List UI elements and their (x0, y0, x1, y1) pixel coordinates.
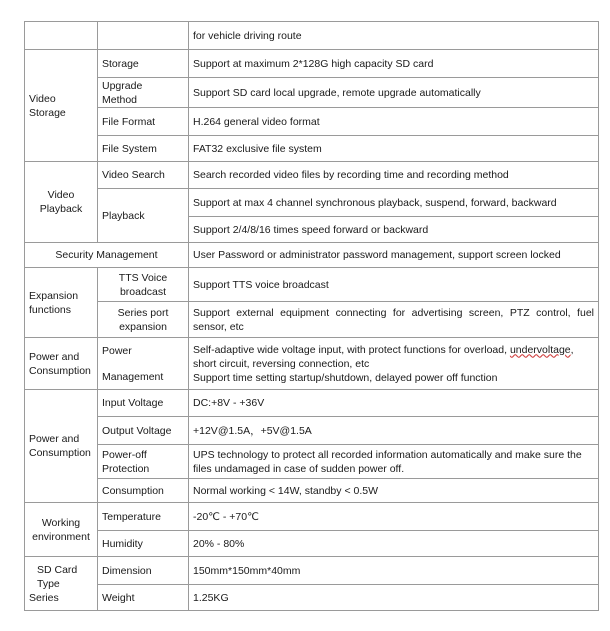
spec-value: Support SD card local upgrade, remote upgrade automatically (189, 78, 599, 108)
spec-table (24, 21, 599, 611)
spec-value: Normal working < 14W, standby < 0.5W (189, 479, 599, 503)
value-text: , (570, 343, 574, 356)
spec-value: H.264 general video format (189, 108, 599, 136)
label-line: Power (102, 344, 132, 357)
label-line: Power-off (102, 448, 147, 461)
table-row (25, 268, 599, 302)
value-text: Self-adaptive wide voltage input, with protect functions for overload, (193, 343, 510, 356)
table-row (25, 162, 599, 189)
spec-label: Input Voltage (98, 390, 189, 417)
spec-label: File Format (98, 108, 189, 136)
spec-label: File System (98, 136, 189, 162)
spec-label: Output Voltage (98, 417, 189, 445)
table-row (25, 557, 599, 585)
spec-label: Temperature (98, 503, 189, 531)
category-line: Playback (39, 203, 83, 215)
spec-label: Storage (98, 50, 189, 78)
spec-value: Support at max 4 channel synchronous playback, suspend, forward, backward (189, 189, 599, 217)
value-line: sensor, etc (193, 320, 244, 333)
value-line: files undamaged in case of sudden power off. (193, 462, 405, 475)
label-line: Protection (102, 462, 150, 475)
category-power-consumption (25, 390, 98, 503)
category-line: Consumption (29, 364, 91, 377)
category-line: Series (29, 591, 59, 604)
table-row (25, 503, 599, 531)
empty-cell (98, 22, 189, 50)
table-row (25, 479, 599, 503)
table-row (25, 50, 599, 78)
label-line: broadcast (119, 285, 167, 298)
spec-label (98, 445, 189, 479)
table-row (25, 136, 599, 162)
label-line: Management (102, 370, 164, 383)
category-line: environment (32, 530, 90, 543)
spec-value: User Password or administrator password management, support screen locked (189, 243, 599, 268)
spec-value (189, 445, 599, 479)
category-line: Consumption (29, 447, 91, 459)
category-video-storage: Video Storage (25, 50, 98, 162)
value-line: Support time setting startup/shutdown, delayed power off function (193, 371, 498, 384)
table-row (25, 445, 599, 479)
category-video-playback (25, 162, 98, 243)
spell-flagged-word: undervoltage (509, 343, 571, 356)
category-working-environment (25, 503, 98, 557)
category-sd-card (25, 557, 98, 611)
value-line (193, 343, 594, 357)
category-line: Video (47, 189, 75, 201)
category-line: SD Card Type (37, 563, 78, 590)
label-line: TTS Voice (118, 271, 168, 284)
table-row (25, 189, 599, 217)
spec-label: Humidity (98, 531, 189, 557)
label-line: expansion (119, 320, 167, 333)
category-security: Security Management (25, 243, 189, 268)
table-row (25, 243, 599, 268)
spec-value: for vehicle driving route (189, 22, 599, 50)
spec-label (98, 338, 189, 390)
table-row (25, 78, 599, 108)
table-row (25, 22, 599, 50)
value-line: Support external equipment connecting for advertising screen, PTZ control, fuel (193, 306, 594, 319)
spec-value: DC:+8V - +36V (189, 390, 599, 417)
label-line: Series port (117, 306, 169, 319)
spec-value: Search recorded video files by recording time and recording method (189, 162, 599, 189)
spec-value: Support 2/4/8/16 times speed forward or backward (189, 217, 599, 243)
table-row (25, 338, 599, 390)
spec-value: Support at maximum 2*128G high capacity SD card (189, 50, 599, 78)
category-line: Power and (29, 433, 80, 445)
spec-label: Playback (98, 189, 189, 243)
spec-value: -20℃ - +70℃ (189, 503, 599, 531)
spec-value (189, 302, 599, 338)
spec-label: Consumption (98, 479, 189, 503)
spec-value: FAT32 exclusive file system (189, 136, 599, 162)
spec-value (189, 338, 599, 390)
spec-value: Support TTS voice broadcast (189, 268, 599, 302)
table-row (25, 417, 599, 445)
spec-label (98, 302, 189, 338)
spec-label (98, 78, 189, 108)
spec-label: Weight (98, 585, 189, 611)
label-line: Method (102, 93, 138, 106)
category-line: Expansion (29, 289, 79, 302)
spec-value: 20% - 80% (189, 531, 599, 557)
category-expansion (25, 268, 98, 338)
spec-label (98, 268, 189, 302)
table-row (25, 531, 599, 557)
spec-value: 150mm*150mm*40mm (189, 557, 599, 585)
category-power-consumption (25, 338, 98, 390)
spec-label: Dimension (98, 557, 189, 585)
spec-value: +12V@1.5A，+5V@1.5A (189, 417, 599, 445)
label-line: Upgrade (102, 79, 143, 92)
table-row (25, 108, 599, 136)
table-row (25, 390, 599, 417)
value-line: short circuit, reversing connection, etc (193, 357, 370, 370)
spec-label: Video Search (98, 162, 189, 189)
category-line: Working (41, 516, 81, 529)
table-row (25, 585, 599, 611)
table-row (25, 302, 599, 338)
empty-cell (25, 22, 98, 50)
value-line: UPS technology to protect all recorded information automatically and make sure the (193, 448, 582, 461)
category-line: Power and (29, 350, 80, 363)
spec-value: 1.25KG (189, 585, 599, 611)
category-line: functions (29, 303, 72, 316)
